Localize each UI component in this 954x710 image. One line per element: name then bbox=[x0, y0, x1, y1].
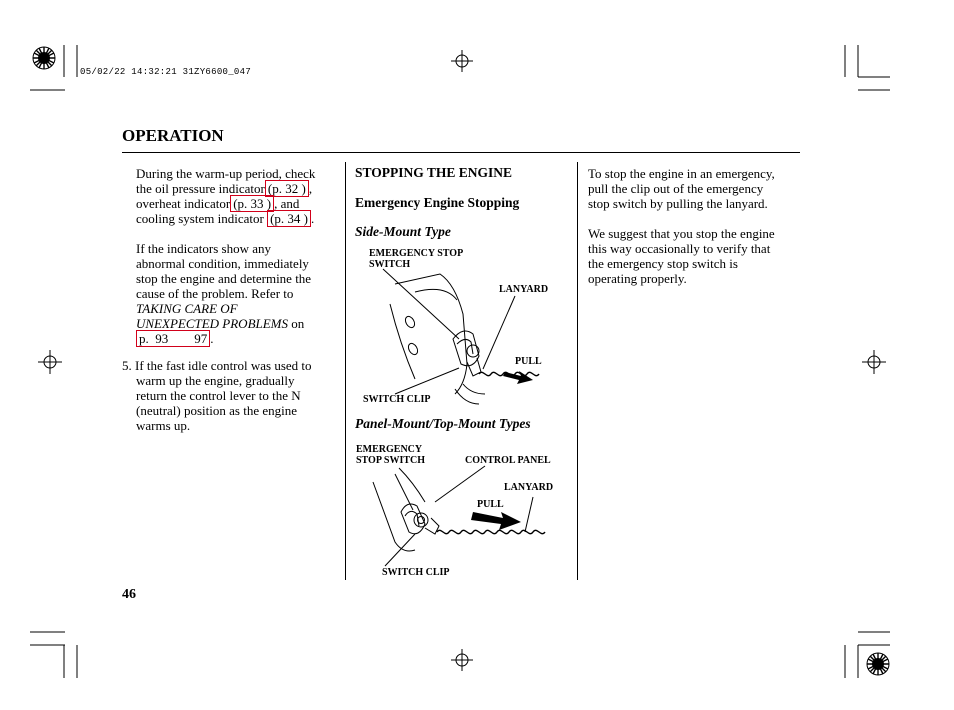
column-divider bbox=[577, 162, 578, 580]
label-switch-clip: SWITCH CLIP bbox=[363, 394, 431, 405]
figure-title-panel-mount: Panel-Mount/Top-Mount Types bbox=[355, 416, 531, 431]
label-control-panel: CONTROL PANEL bbox=[465, 455, 551, 466]
column-divider bbox=[345, 162, 346, 580]
label-switch-clip: SWITCH CLIP bbox=[382, 567, 450, 578]
paragraph-warmup: During the warm-up period, check the oil pressure indicator (p. 32 ) , overheat indicator (p. 33 ) , and cooling system indicator (p. 34 ) . bbox=[136, 166, 316, 226]
page-ref-link[interactable]: (p. 34 ) bbox=[267, 210, 311, 227]
registration-target-icon bbox=[862, 350, 886, 374]
paragraph-emergency-stop: To stop the engine in an emergency, pull the clip out of the emergency stop switch by pulling the lanyard. bbox=[588, 166, 775, 211]
starburst-registration-icon bbox=[866, 652, 890, 676]
heading-stopping-engine: STOPPING THE ENGINE bbox=[355, 165, 513, 180]
subheading-emergency-stop: Emergency Engine Stopping bbox=[355, 195, 520, 210]
figure-side-mount bbox=[355, 244, 570, 410]
list-item-5: 5. If the fast idle control was used to warm up the engine, gradually return the control lever to the N (neutral) position as the engine warms up. bbox=[122, 358, 312, 433]
label-pull: PULL bbox=[477, 499, 504, 510]
registration-target-icon bbox=[451, 50, 473, 72]
page-ref-link[interactable]: (p. 32 ) bbox=[265, 180, 309, 197]
page-ref-link[interactable]: p. 93 97 bbox=[136, 330, 210, 347]
header-rule bbox=[122, 152, 800, 153]
column-3 bbox=[588, 166, 800, 286]
figure-title-side-mount: Side-Mount Type bbox=[355, 224, 451, 239]
column-1 bbox=[136, 166, 341, 346]
label-pull: PULL bbox=[515, 356, 542, 367]
paragraph-verify: We suggest that you stop the engine this way occasionally to verify that the emergency stop switch is operating properly. bbox=[588, 226, 775, 286]
print-slug: 05/02/22 14:32:21 31ZY6600_047 bbox=[80, 67, 252, 77]
paragraph-indicators: If the indicators show any abnormal condition, immediately stop the engine and determine the cause of the problem. Refer to TAKING CARE OF UNEXPECTED PROBLEMS on p. 93 97 . bbox=[136, 241, 312, 346]
label-lanyard: LANYARD bbox=[504, 482, 554, 493]
label-lanyard: LANYARD bbox=[499, 284, 549, 295]
page-number: 46 bbox=[122, 587, 136, 602]
registration-target-icon bbox=[451, 649, 473, 671]
section-title: OPERATION bbox=[122, 126, 224, 145]
starburst-registration-icon bbox=[32, 46, 56, 70]
label-emergency-stop-switch: EMERGENCY STOP SWITCH bbox=[356, 444, 426, 466]
registration-target-icon bbox=[38, 350, 62, 374]
figure-panel-mount bbox=[355, 442, 570, 582]
page-ref-link[interactable]: (p. 33 ) bbox=[230, 195, 274, 212]
label-emergency-stop-switch: EMERGENCY STOP SWITCH bbox=[369, 248, 464, 270]
